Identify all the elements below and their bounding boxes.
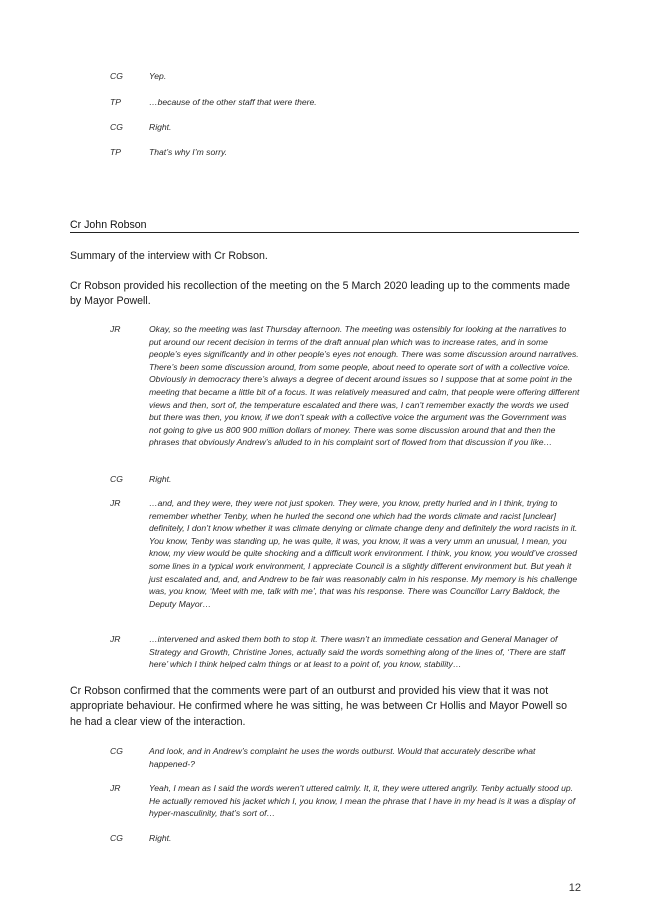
speaker-text: Okay, so the meeting was last Thursday afternoon. The meeting was ostensibly for looking at the narratives to put around our recent decision in terms of the draft annual plan which was to increase rates, and in some people’s eyes significantly and in other people’s eyes not enough. There was some discussion around narratives. There’s been some discussion around, from some people, about need to operate sort of with a collective voice. Obviously in democracy there’s always a degree of decent around issues so I suppose that at some point in the meeting that became a little bit of a focus. It was relatively measured and calm, that people were offering different views and then, sort of, the temperature escalated and there was, I can’t remember exactly the words we used but there was then, you know, if we don’t speak with a collective voice the argument was the Government was not going to give us 800 900 million dollars of money. There was some discussion around that and then the phrases that obviously Andrew’s alluded to in his complaint sort of flowed from that discussion if you like… bbox=[149, 324, 580, 448]
speaker-label: CG bbox=[110, 122, 123, 132]
summary-paragraph: Summary of the interview with Cr Robson. bbox=[70, 250, 268, 262]
speaker-label: CG bbox=[110, 833, 123, 843]
speaker-label: JR bbox=[110, 498, 121, 508]
transcript-line bbox=[110, 633, 580, 671]
transcript-line bbox=[110, 832, 580, 845]
transcript-line bbox=[110, 323, 580, 449]
transcript-line bbox=[110, 473, 580, 486]
speaker-text: Right. bbox=[149, 833, 172, 843]
page-number: 12 bbox=[568, 882, 581, 894]
transcript-line bbox=[110, 96, 580, 109]
transcript-line bbox=[110, 497, 580, 610]
speaker-label: TP bbox=[110, 97, 121, 107]
transcript-line bbox=[110, 745, 580, 770]
speaker-text: Right. bbox=[149, 474, 172, 484]
speaker-text: Yep. bbox=[149, 71, 167, 81]
speaker-text: …because of the other staff that were there. bbox=[149, 97, 317, 107]
speaker-label: JR bbox=[110, 324, 121, 334]
speaker-label: TP bbox=[110, 147, 121, 157]
speaker-text: That’s why I’m sorry. bbox=[149, 147, 227, 157]
transcript-line bbox=[110, 70, 580, 83]
transcript-line bbox=[110, 146, 580, 159]
speaker-text: Yeah, I mean as I said the words weren’t uttered calmly. It, it, they were uttered angrily. Tenby actually stood up. He actually removed his jacket which I, you know, I mean the phrase that I have in my head is it was a display of hyper-masculinity, that’s sort of… bbox=[149, 783, 576, 819]
recollection-paragraph: Cr Robson provided his recollection of the meeting on the 5 March 2020 leading up to the comments made by Mayor Powell. bbox=[70, 280, 570, 308]
speaker-text: …intervened and asked them both to stop it. There wasn’t an immediate cessation and General Manager of Strategy and Growth, Christine Jones, actually said the words something along of the lines of, ‘There are staff here’ which I think helped calm things or at least to a point of, you know, stability… bbox=[149, 634, 566, 670]
speaker-label: CG bbox=[110, 71, 123, 81]
speaker-label: JR bbox=[110, 783, 121, 793]
speaker-label: JR bbox=[110, 634, 121, 644]
speaker-label: CG bbox=[110, 474, 123, 484]
section-heading: Cr John Robson bbox=[70, 219, 579, 233]
transcript-line bbox=[110, 121, 580, 134]
speaker-text: And look, and in Andrew’s complaint he uses the words outburst. Would that accurately describe what happened-? bbox=[149, 746, 536, 769]
speaker-text: Right. bbox=[149, 122, 172, 132]
transcript-line bbox=[110, 782, 580, 820]
speaker-label: CG bbox=[110, 746, 123, 756]
speaker-text: …and, and they were, they were not just spoken. They were, you know, pretty hurled and in I think, trying to remember whether Tenby, when he hurled the second one which had the words climate and racist [unclear] definitely, I don’t know whether it was climate denying or climate change deny and definitely the word racists in it. You know, Tenby was standing up, he was quite, it was, you know, it was a very umm an unusual, I mean, you know, my view would be quite shocking and a difficult work environment. I think, you know, you would’ve crossed some lines in a typical work environment, I appreciate Council is a slightly different environment but. But yeah it just escalated and, and, and Andrew to be fair was reasonably calm in his response. My memory is his challenge was, you know, ‘Meet with me, talk with me’, that was his response. There was Councillor Larry Baldock, the Deputy Mayor… bbox=[149, 498, 578, 609]
outburst-paragraph: Cr Robson confirmed that the comments were part of an outburst and provided his view that it was not appropriate behaviour. He confirmed where he was sitting, he was between Cr Hollis and Mayor Powell so he had a clear view of the interaction. bbox=[70, 685, 567, 728]
